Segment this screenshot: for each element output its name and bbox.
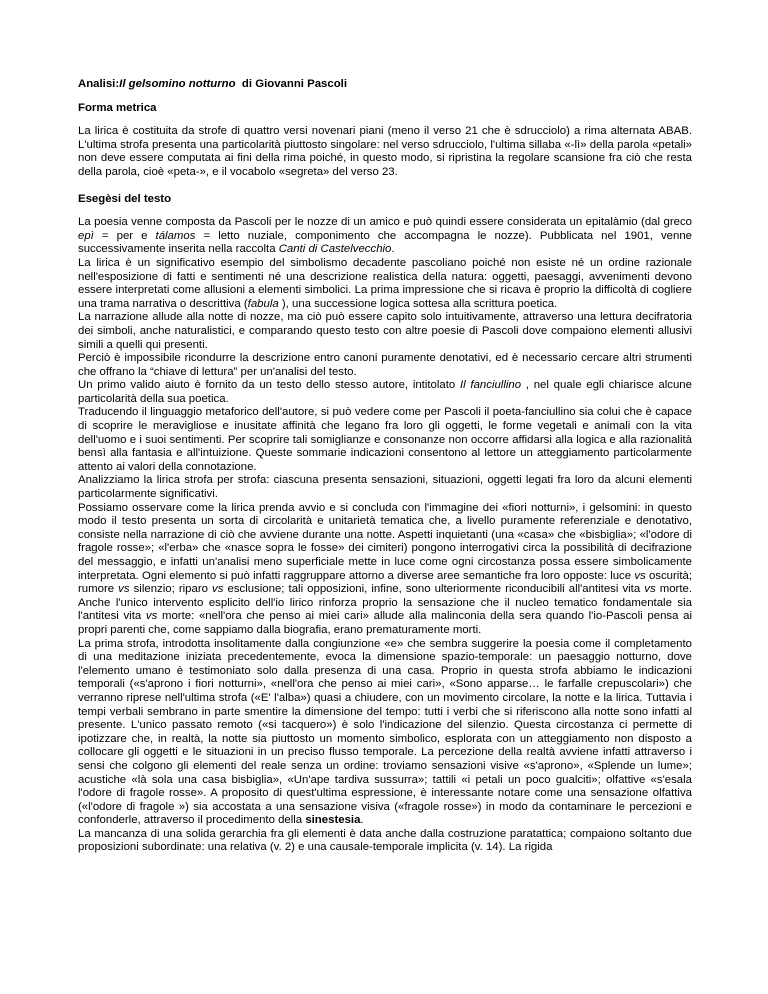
- section-body: [78, 125, 692, 179]
- section-heading: Forma metrica: [78, 101, 157, 114]
- section-esegesi: [78, 193, 692, 856]
- body-paragraph: [78, 638, 692, 828]
- text-run: = letto nuziale, componimento che accompagna le nozze). Pubblicata nel 1901, venne successivamente inserita nella raccolta: [78, 229, 693, 256]
- italic-term: vs: [644, 583, 656, 596]
- body-paragraph: [78, 828, 692, 855]
- italic-term: Il fanciullino: [459, 379, 522, 392]
- italic-term: vs: [118, 583, 130, 596]
- text-run: morte. Anche l'unico intervento esplicito dell'io lirico rinforza proprio la sensazione che il nucleo tematico fondamentale sia l'antitesi vita: [78, 583, 693, 623]
- body-paragraph: [78, 311, 692, 352]
- text-run: Traducendo il linguaggio metaforico dell'autore, si può vedere come per Pascoli il poeta-fanciullino sia colui che è capace di scoprire le meravigliose e inusitate affinità che legano fra loro gli oggetti, le forme vegetali e animali con la vita dell'uomo e i suoi sentimenti. Per scoprire tali somiglianze e consonanze non occorre affidarsi alla logica e alla razionalità bensì alla fantasia e all'intuizione. Queste sommarie indicazioni consentono al lettore un atteggiamento particolarmente attento ai valori della connotazione.: [78, 406, 692, 473]
- document-title: [78, 78, 692, 92]
- italic-term: Canti di Castelvecchio: [278, 243, 392, 256]
- body-paragraph: [78, 216, 692, 257]
- text-run: Perciò è impossibile ricondurre la descrizione entro canoni puramente denotativi, ed è necessario cercare altri strumenti che offrano la “chiave di lettura” per un'analisi del testo.: [78, 352, 692, 378]
- italic-term: vs: [634, 569, 646, 582]
- text-run: Possiamo osservare come la lirica prenda avvio e si concluda con l'immagine dei «fiori notturni», i gelsomini: in questo modo il testo presenta un sorta di circolarità e unitarietà tematica che, a livello puramente referenziale e denotativo, consiste nella narrazione di ciò che avviene durante una notte. Aspetti inquietanti (una «casa» che «bisbiglia»; «l'odore di fragole rosse»; «l'erba» che «nasce sopra le fosse» dei cimiteri) pongono interrogativi circa la possibilità di decifrazione del messaggio, e infatti un'analisi meno superficiale mette in luce come ogni circostanza possa essere simbolicamente interpretata. Ogni elemento si può infatti raggruppare attorno a diverse aree semantiche fra loro opposte: luce: [78, 501, 692, 582]
- italic-term: fabula: [247, 297, 279, 310]
- text-run: morte: «nell'ora che penso ai miei cari» allude alla malinconia della sera quando l'io-Pascoli pensa ai propri parenti che, come sappiamo dalla biografia, erano prematuramente morti.: [78, 610, 692, 636]
- body-paragraph: [78, 257, 692, 311]
- body-paragraph: [78, 474, 692, 501]
- text-run: .: [360, 814, 364, 827]
- italic-term: vs: [145, 610, 158, 623]
- text-run: La poesia venne composta da Pascoli per le nozze di un amico e può quindi essere considerata un epitalàmio (dal greco: [78, 216, 692, 229]
- section-heading: Esegèsi del testo: [78, 192, 172, 205]
- text-run: silenzio; riparo: [129, 583, 213, 596]
- text-run: La lirica è costituita da strofe di quattro versi novenari piani (meno il verso 21 che è sdrucciolo) a rima alternata ABAB. L'ultima strofa presenta una particolarità piuttosto singolare: nel verso sdrucciolo, l'ultima sillaba «-lì» della parola «petali» non deve essere computata ai fini della rima poiché, in questo modo, si ripristina la regolare scansione fra ciò che resta della parola, cioè «peta-», e il vocabolo «segreta» del verso 23.: [78, 125, 692, 178]
- text-run: , nel quale egli chiarisce alcune particolarità della sua poetica.: [78, 379, 692, 405]
- title-work: Il gelsomino notturno: [119, 78, 236, 90]
- text-run: ), una successione logica sottesa alla scrittura poetica.: [278, 297, 558, 310]
- text-run: La mancanza di una solida gerarchia fra gli elementi è data anche dalla costruzione paratattica; compaiono soltanto due proposizioni subordinate: una relativa (v. 2) e una causale-temporale implicita (v. 14). La rigida: [78, 827, 692, 854]
- text-run: oscurità; rumore: [78, 569, 692, 596]
- document-page: [78, 78, 692, 855]
- text-run: La narrazione allude alla notte di nozze, ma ciò può essere capito solo intuitivamente, attraverso una lettura decifratoria dei simboli, anche naturalistici, e comparando questo testo con altre poesie di Pascoli dove compaiono elementi allusivi simili a quelli qui presenti.: [78, 311, 692, 351]
- italic-term: tálamos: [155, 229, 196, 242]
- body-paragraph: [78, 125, 692, 179]
- section-forma-metrica: [78, 102, 692, 180]
- text-run: = per e: [93, 229, 156, 242]
- italic-term: epì: [78, 229, 94, 242]
- text-run: Analizziamo la lirica strofa per strofa: ciascuna presenta sensazioni, situazioni, oggetti legati fra loro da alcuni elementi particolarmente significativi.: [78, 474, 692, 501]
- text-run: La lirica è un significativo esempio del simbolismo decadente pascoliano poiché non esiste né un ordine razionale nell'esposizione di fatti e sentimenti né una descrizione realistica della natura: oggetti, paesaggi, avvenimenti devono essere interpretati come allusioni a elementi simbolici. La prima impressione che si ricava è proprio la difficoltà di cogliere una trama narrativa o descrittiva (: [78, 256, 692, 310]
- italic-term: vs: [212, 583, 224, 596]
- body-paragraph: [78, 352, 692, 379]
- bold-term: sinestesia: [305, 814, 361, 827]
- text-run: esclusione; tali opposizioni, infine, sono ulteriormente riconducibili all'antitesi vita: [223, 583, 645, 596]
- body-paragraph: [78, 406, 692, 474]
- text-run: .: [391, 243, 395, 256]
- title-author: di Giovanni Pascoli: [235, 78, 347, 90]
- body-paragraph: [78, 502, 692, 638]
- title-prefix: Analisi:: [78, 78, 120, 90]
- text-run: La prima strofa, introdotta insolitamente dalla congiunzione «e» che sembra suggerire la poesia come il completamento di una meditazione iniziata precedentemente, evoca la dimensione spazio-temporale: un paesaggio notturno, dove l'elemento umano è testimoniato solo dalla presenza di una casa. Proprio in questa strofa abbiamo le indicazioni temporali («s'aprono i fiori notturni», «nell'ora che penso ai miei cari», «Sono apparse… le farfalle crepuscolari») che verranno riprese nell'ultima strofa («E' l'alba») quasi a chiudere, con un movimento circolare, la notte e la lirica. Tuttavia i tempi verbali sembrano in parte smentire la dimensione del tempo: tutti i verbi che si riferiscono alla notte sono infatti al presente. L'unico passato remoto («si tacquero») è solo l'indicazione del silenzio. Questa circostanza ci permette di ipotizzare che, in realtà, la notte sia piuttosto un momento simbolico, esplorata con un atteggiamento non disposto a collocare gli oggetti e le situazioni in un preciso flusso temporale. La percezione della realtà avviene infatti attraverso i sensi che colgono gli elementi del reale senza un ordine: troviamo sensazioni visive «s'aprono», «Splende un lume»; acustiche «là sola una casa bisbiglia», «Un'ape tardiva sussurra»; tattili «i petali un poco gualciti»; olfattive «s'esala l'odore di fragole rosse». A proposito di quest'ultima espressione, è interessante notare come una sensazione olfattiva («l'odore di fragole ») sia accostata a una sensazione visiva («fragole rosse») in modo da contaminare le percezioni e confonderle, attraverso il procedimento della: [78, 637, 692, 827]
- section-body: [78, 216, 692, 855]
- body-paragraph: [78, 379, 692, 406]
- text-run: Un primo valido aiuto è fornito da un testo dello stesso autore, intitolato: [78, 379, 460, 392]
